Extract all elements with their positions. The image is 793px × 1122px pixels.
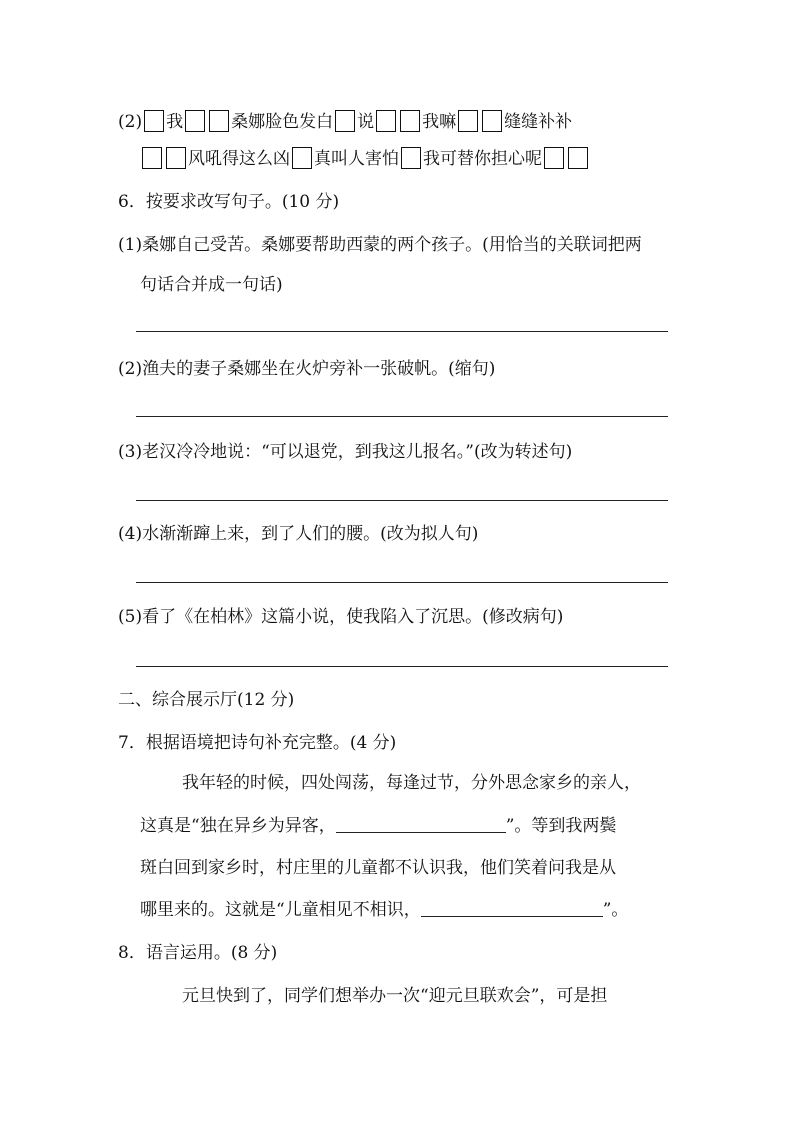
q7-para-line3: 斑白回到家乡时，村庄里的儿童都不认识我，他们笑着问我是从 [140,858,616,878]
q7-text: 哪里来的。这就是“儿童相见不相识， [140,900,421,920]
q7-heading: 7．根据语境把诗句补充完整。(4 分) [118,733,397,753]
section2-heading: 二、综合展示厅(12 分) [118,690,295,710]
q7-para-line4 [140,898,628,922]
q7-text: ”。 [602,900,629,920]
q6-item-1-line2: 句话合并成一句话) [140,275,283,295]
q5-2-seg: 缝缝补补 [504,112,573,132]
answer-line-4[interactable] [136,582,668,583]
q5-2-seg: 我 [166,112,184,132]
q5-2-row1 [118,110,572,134]
q5-2-number: (2) [118,112,143,132]
punct-box[interactable] [376,110,396,132]
q7-text: ”。等到我两鬓 [505,816,617,836]
punct-box[interactable] [185,110,205,132]
q5-2-seg: 风吼得这么凶 [188,149,290,169]
q7-text: 这真是“独在异乡为异客， [140,816,336,836]
q6-heading: 6．按要求改写句子。(10 分) [118,192,340,212]
punct-box[interactable] [458,110,478,132]
q5-2-seg: 我嘛 [422,112,457,132]
q7-para-line1: 我年轻的时候，四处闯荡，每逢过节，分外思念家乡的亲人， [182,773,641,793]
q5-2-seg: 我可替你担心呢 [423,149,542,169]
punct-box[interactable] [142,147,162,169]
punct-box[interactable] [544,147,564,169]
answer-line-1[interactable] [136,331,668,332]
punct-box[interactable] [335,110,355,132]
answer-line-2[interactable] [136,416,668,417]
punct-box[interactable] [209,110,229,132]
punct-box[interactable] [292,147,312,169]
q8-heading: 8．语言运用。(8 分) [118,943,278,963]
q6-item-4: (4)水渐渐蹿上来，到了人们的腰。(改为拟人句) [118,524,479,544]
punct-box[interactable] [482,110,502,132]
q8-para-line1: 元旦快到了，同学们想举办一次“迎元旦联欢会”，可是担 [182,986,608,1006]
q5-2-row2 [140,147,590,171]
q6-item-5: (5)看了《在柏林》这篇小说，使我陷入了沉思。(修改病句) [118,607,564,627]
answer-line-5[interactable] [136,666,668,667]
punct-box[interactable] [401,147,421,169]
q5-2-seg: 说 [357,112,375,132]
q6-item-1-line1: (1)桑娜自己受苦。桑娜要帮助西蒙的两个孩子。(用恰当的关联词把两 [118,235,642,255]
q5-2-seg: 真叫人害怕 [314,149,399,169]
punct-box[interactable] [400,110,420,132]
punct-box[interactable] [568,147,588,169]
answer-line-3[interactable] [136,500,668,501]
q5-2-seg: 桑娜脸色发白 [231,112,334,132]
poem-blank-1[interactable] [336,816,506,833]
q7-para-line2 [140,814,616,838]
poem-blank-2[interactable] [421,900,603,917]
q6-item-2: (2)渔夫的妻子桑娜坐在火炉旁补一张破帆。(缩句) [118,359,496,379]
punct-box[interactable] [144,110,164,132]
q6-item-3: (3)老汉冷冷地说：“可以退党，到我这儿报名。”(改为转述句) [118,442,573,462]
punct-box[interactable] [166,147,186,169]
